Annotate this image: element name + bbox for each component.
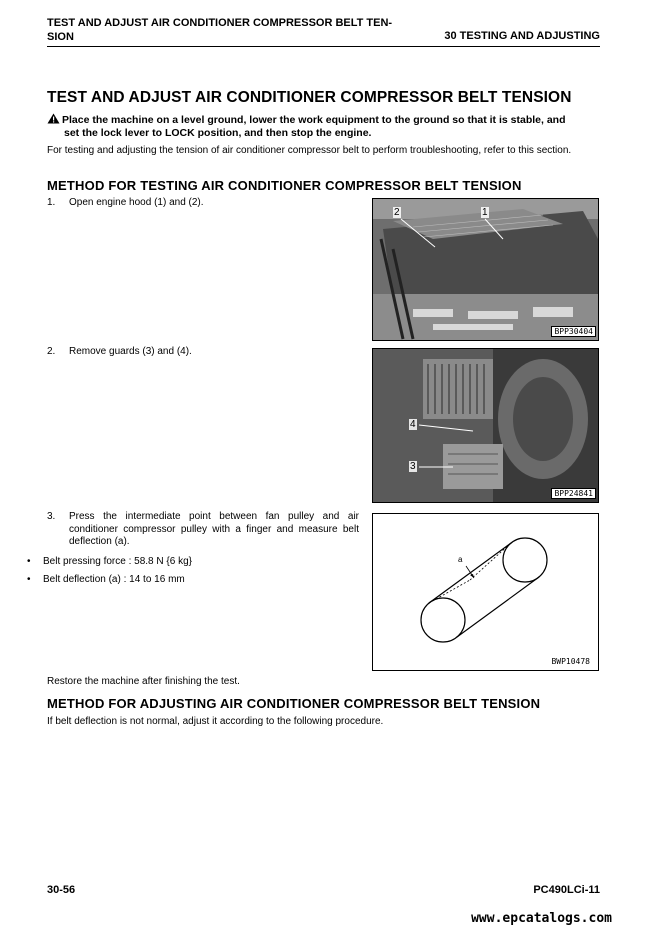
guards-photo xyxy=(372,348,599,503)
step-text: Press the intermediate point between fan pulley and air conditioner compressor pulley with a finger and measure belt deflection (a). xyxy=(69,511,359,547)
callout-4: 4 xyxy=(410,419,416,430)
figure-id: BPP30404 xyxy=(551,326,596,337)
running-header-title xyxy=(47,16,407,44)
restore-note: Restore the machine after finishing the test. xyxy=(47,676,240,687)
running-header-line-2: SION xyxy=(47,31,74,43)
running-header-chapter: 30 TESTING AND ADJUSTING xyxy=(444,30,600,42)
warning-note xyxy=(47,113,607,140)
warning-line-1: Place the machine on a level ground, lower the work equipment to the ground so that it is stable, and xyxy=(62,114,566,126)
callout-3: 3 xyxy=(410,461,416,472)
bullet-pressing-force xyxy=(27,556,192,567)
callout-1: 1 xyxy=(482,207,488,218)
adjusting-method-heading: METHOD FOR ADJUSTING AIR CONDITIONER COMPRESSOR BELT TENSION xyxy=(47,696,541,711)
figure-id: BWP10478 xyxy=(551,657,590,666)
watermark: www.epcatalogs.com xyxy=(471,911,612,926)
callout-a: a xyxy=(458,555,463,564)
step-number: 1. xyxy=(47,197,56,208)
bullet-mark: • xyxy=(27,574,31,585)
page-number: 30-56 xyxy=(47,884,76,896)
bullet-mark: • xyxy=(27,556,31,567)
running-header-line-1: TEST AND ADJUST AIR CONDITIONER COMPRESSOR BELT TEN- xyxy=(47,17,393,29)
belt-deflection-diagram xyxy=(372,513,599,671)
bullet-text: Belt pressing force : 58.8 N {6 kg} xyxy=(43,556,192,567)
step-number: 3. xyxy=(47,511,56,522)
model-number: PC490LCi-11 xyxy=(533,884,600,896)
page-title: TEST AND ADJUST AIR CONDITIONER COMPRESSOR BELT TENSION xyxy=(47,89,572,106)
figure-id: BPP24841 xyxy=(551,488,596,499)
warning-triangle-icon xyxy=(47,113,60,124)
bullet-belt-deflection xyxy=(27,574,185,585)
step-number: 2. xyxy=(47,346,56,357)
intro-paragraph: For testing and adjusting the tension of air conditioner compressor belt to perform troubleshooting, refer to this section. xyxy=(47,145,572,156)
engine-hood-photo xyxy=(372,198,599,341)
adjusting-intro: If belt deflection is not normal, adjust it according to the following procedure. xyxy=(47,716,384,727)
callout-2: 2 xyxy=(394,207,400,218)
warning-line-2: set the lock lever to LOCK position, and then stop the engine. xyxy=(64,127,372,139)
step-text: Remove guards (3) and (4). xyxy=(69,346,192,357)
step-text: Open engine hood (1) and (2). xyxy=(69,197,204,208)
header-rule xyxy=(47,46,600,47)
bullet-text: Belt deflection (a) : 14 to 16 mm xyxy=(43,574,185,585)
testing-method-heading: METHOD FOR TESTING AIR CONDITIONER COMPRESSOR BELT TENSION xyxy=(47,178,522,193)
